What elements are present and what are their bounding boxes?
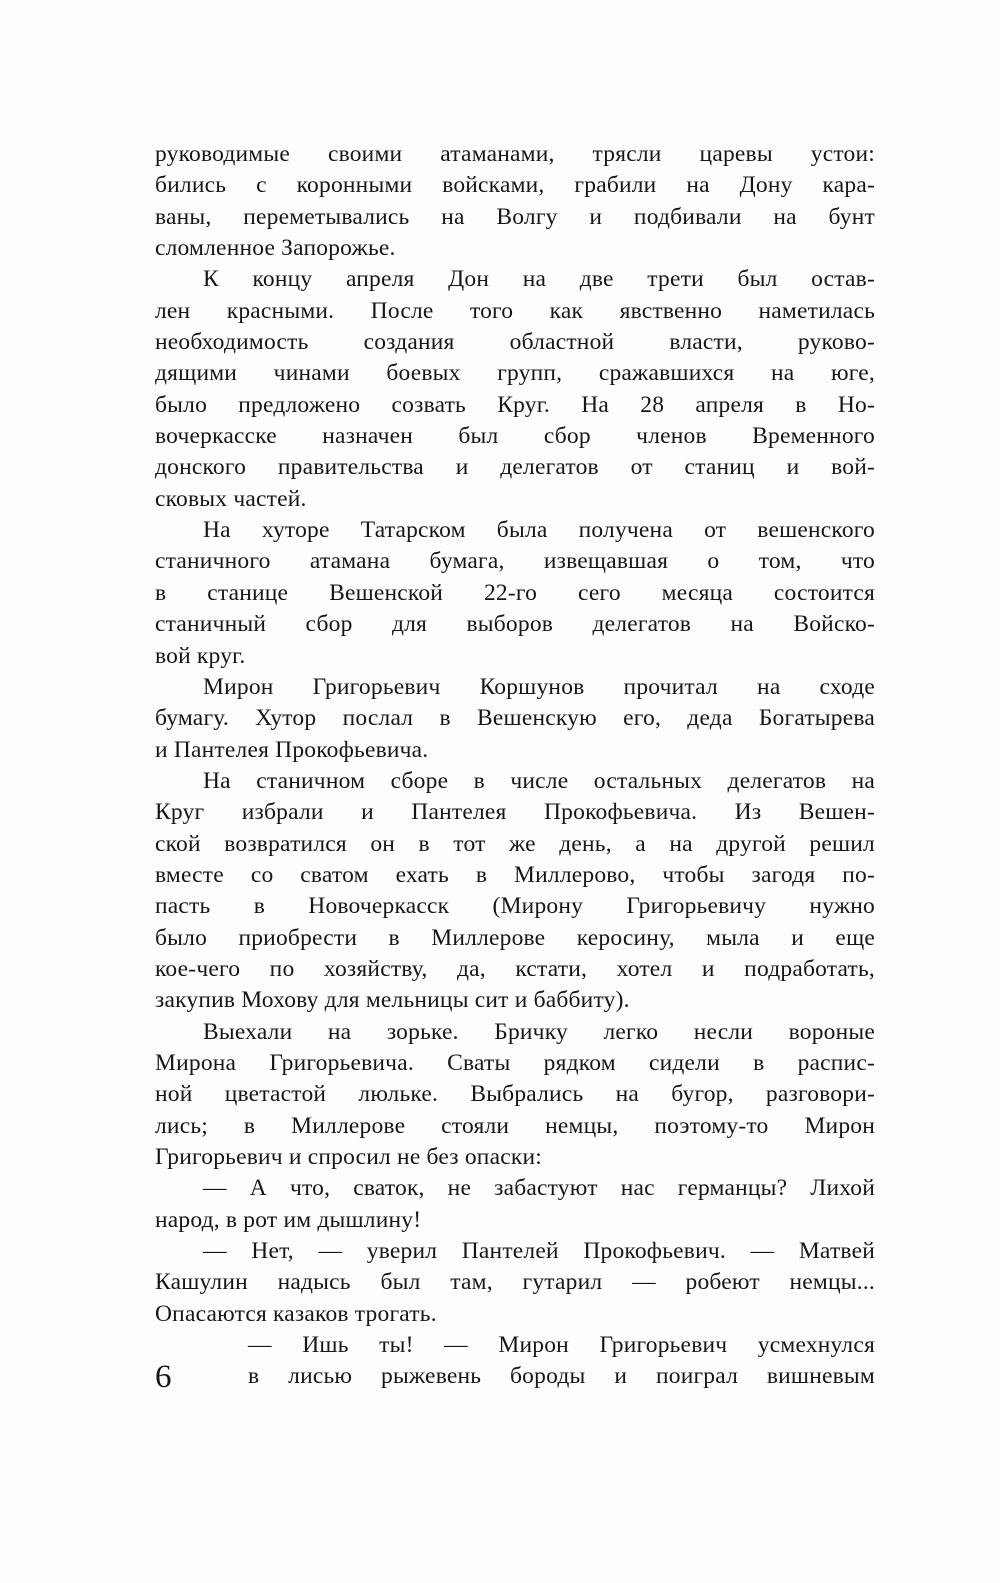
text-line: Мирона Григорьевича. Сваты рядком сидели в распис- — [155, 1049, 875, 1076]
text-line: донского правительства и делегатов от станиц и вой- — [155, 454, 875, 481]
text-line: необходимость создания областной власти, руково- — [155, 329, 875, 356]
text-line: в станице Вешенской 22-го сего месяца состоится — [155, 579, 875, 606]
text-line: На станичном сборе в числе остальных делегатов на — [203, 767, 875, 794]
text-line: лен красными. После того как явственно наметилась — [155, 297, 875, 324]
last-paragraph-row — [155, 1330, 875, 1393]
text-line: лись; в Миллерове стояли немцы, поэтому-то Мирон — [155, 1112, 875, 1139]
text-line: ваны, переметывались на Волгу и подбивали на бунт — [155, 203, 875, 230]
text-line: ской возвратился он в тот же день, а на другой решил — [155, 830, 875, 857]
paragraph — [155, 264, 875, 515]
text-line: станичного атамана бумага, извещавшая о том, что — [155, 548, 875, 575]
text-line: закупив Мохову для мельницы сит и баббиту). — [155, 987, 630, 1014]
text-line: пасть в Новочеркасск (Мирону Григорьевичу нужно — [155, 893, 875, 920]
text-line: Мирон Григорьевич Коршунов прочитал на сходе — [203, 673, 875, 700]
paragraph — [155, 1017, 875, 1174]
text-line: ной цветастой люльке. Выбрались на бугор, разговори- — [155, 1081, 875, 1108]
text-line: — А что, сваток, не забастуют нас германцы? Лихой — [203, 1175, 875, 1202]
text-line: бумагу. Хутор послал в Вешенскую его, деда Богатырева — [155, 705, 875, 732]
text-block — [155, 139, 875, 1393]
text-line: кое-чего по хозяйству, да, кстати, хотел и подработать, — [155, 955, 875, 982]
text-line: дящими чинами боевых групп, сражавшихся на юге, — [155, 360, 875, 387]
text-line: в лисью рыжевень бороды и поиграл вишневым — [248, 1363, 875, 1390]
text-line: — Нет, — уверил Пантелей Прокофьевич. — Матвей — [203, 1238, 875, 1265]
text-line: Кашулин надысь был там, гутарил — робеют немцы... — [155, 1269, 875, 1296]
text-line: сковых частей. — [155, 485, 307, 512]
text-line: вместе со сватом ехать в Миллерово, чтобы загодя по- — [155, 861, 875, 888]
text-line: народ, в рот им дышлину! — [155, 1206, 422, 1233]
text-line: вочеркасске назначен был сбор членов Временного — [155, 423, 875, 450]
paragraph — [155, 672, 875, 766]
paragraph — [155, 139, 875, 264]
dialogue-paragraph — [155, 1236, 875, 1330]
text-line: руководимые своими атаманами, трясли царевы устои: — [155, 141, 875, 167]
text-line: и Пантелея Прокофьевича. — [155, 736, 429, 763]
paragraph — [155, 515, 875, 672]
paragraph — [155, 766, 875, 1017]
text-line: Опасаются казаков трогать. — [155, 1300, 437, 1327]
text-line: — Ишь ты! — Мирон Григорьевич усмехнулся — [248, 1332, 875, 1359]
dialogue-paragraph — [248, 1330, 875, 1393]
text-line: было предложено созвать Круг. На 28 апреля в Но- — [155, 391, 875, 418]
text-line: было приобрести в Миллерове керосину, мыла и еще — [155, 924, 875, 951]
page-number: 6 — [155, 1358, 172, 1395]
text-line: станичный сбор для выборов делегатов на Войско- — [155, 611, 875, 638]
text-line: бились с коронными войсками, грабили на Дону кара- — [155, 172, 875, 199]
text-line: вой круг. — [155, 642, 246, 669]
dialogue-paragraph — [155, 1173, 875, 1236]
text-line: Выехали на зорьке. Бричку легко несли вороные — [203, 1018, 875, 1045]
text-line: На хуторе Татарском была получена от вешенского — [203, 517, 875, 544]
text-line: Круг избрали и Пантелея Прокофьевича. Из Вешен- — [155, 799, 875, 826]
text-line: Григорьевич и спросил не без опаски: — [155, 1144, 542, 1170]
text-line: К концу апреля Дон на две трети был остав- — [203, 266, 875, 293]
text-line: сломленное Запорожье. — [155, 235, 396, 262]
